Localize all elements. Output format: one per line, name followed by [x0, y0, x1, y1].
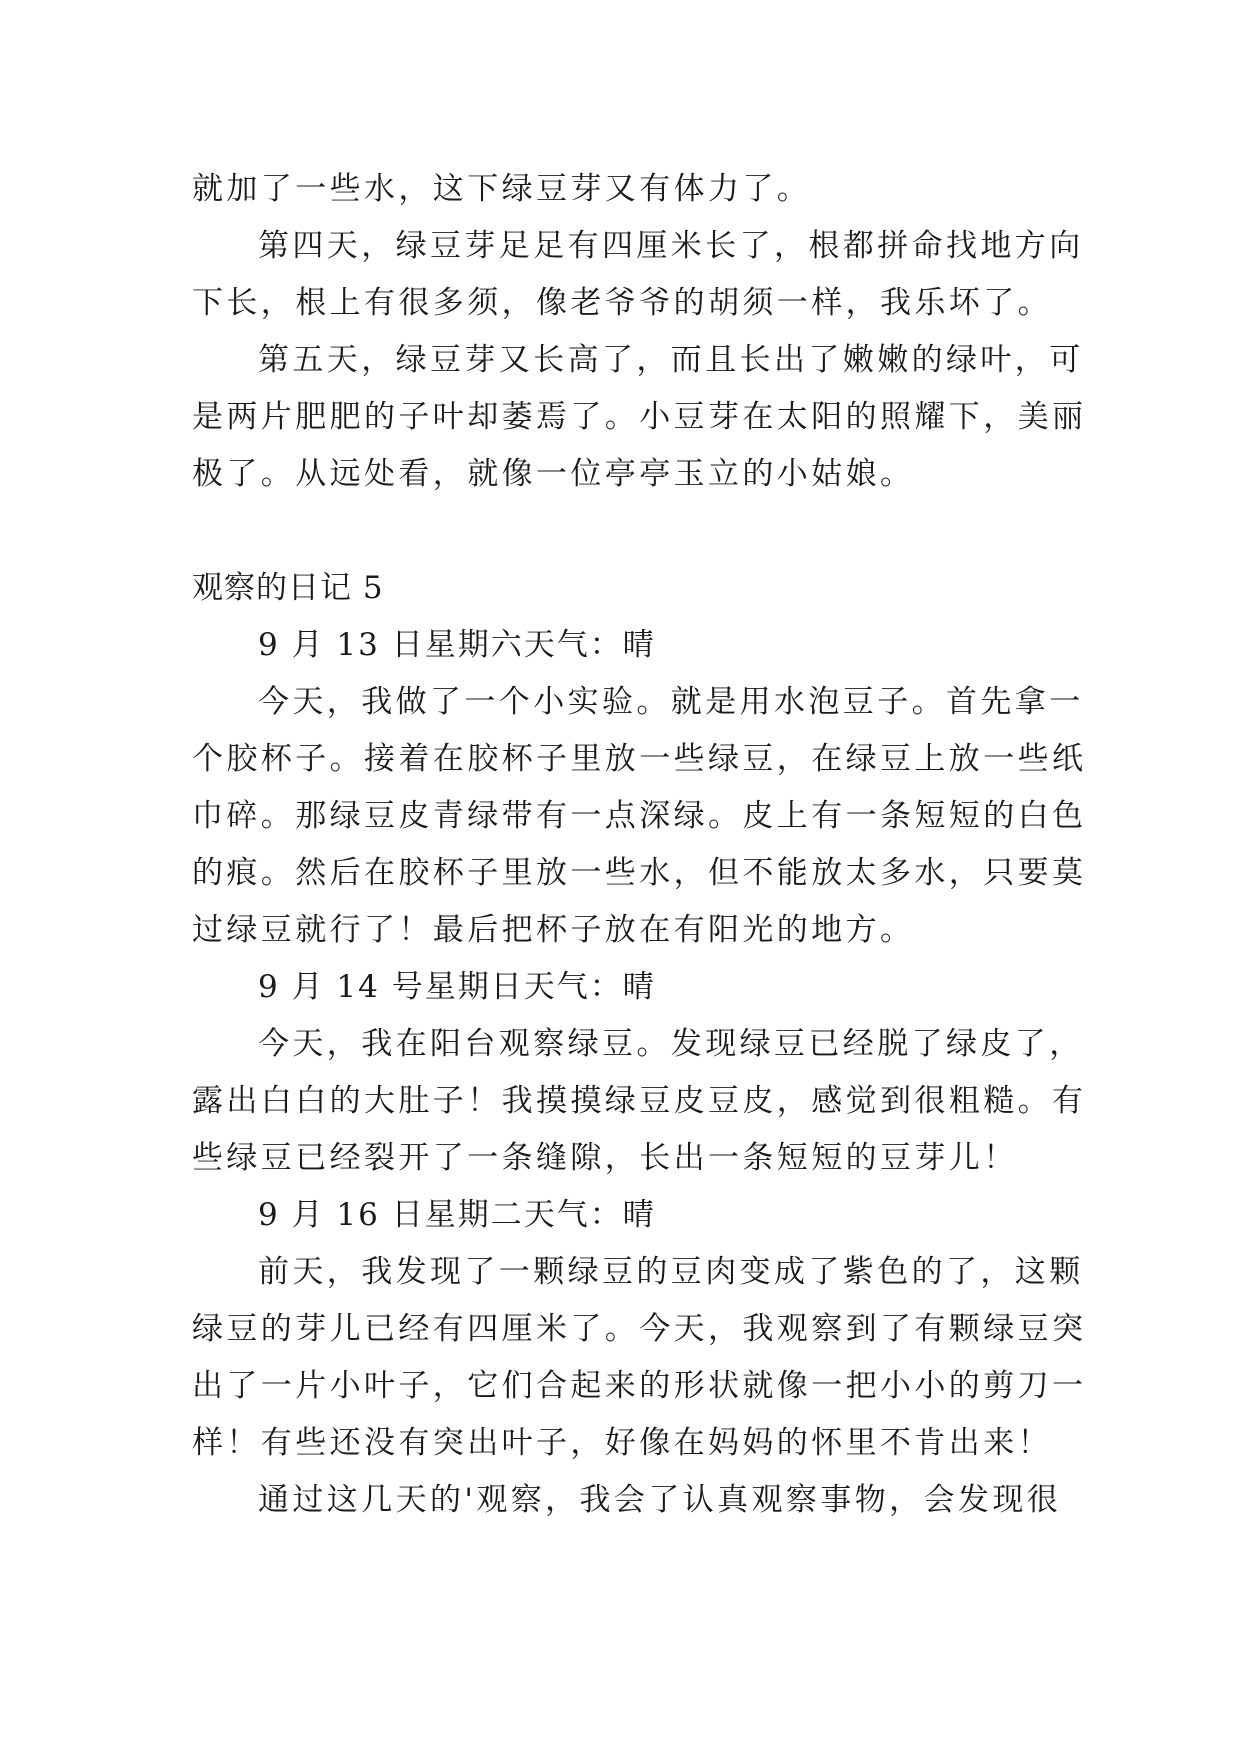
text-line: 是两片肥肥的子叶却萎焉了。小豆芽在太阳的照耀下，美丽 — [192, 399, 1087, 435]
text-line: 绿豆的芽儿已经有四厘米了。今天，我观察到了有颗绿豆突 — [192, 1311, 1087, 1347]
text-line: 极了。从远处看，就像一位亭亭玉立的小姑娘。 — [192, 456, 915, 492]
diary-date: 9 月 14 号星期日天气：晴 — [258, 969, 656, 1005]
paragraph-first-line: 通过这几天的'观察，我会了认真观察事物，会发现很 — [258, 1482, 1062, 1518]
text-line: 出了一片小叶子，它们合起来的形状就像一把小小的剪刀一 — [192, 1368, 1087, 1404]
paragraph-first-line: 前天，我发现了一颗绿豆的豆肉变成了紫色的了，这颗 — [258, 1254, 1084, 1290]
text-line: 巾碎。那绿豆皮青绿带有一点深绿。皮上有一条短短的白色 — [192, 798, 1087, 834]
text-line: 露出白白的大肚子！我摸摸绿豆皮豆皮，感觉到很粗糙。有 — [192, 1083, 1087, 1119]
paragraph-first-line: 第五天，绿豆芽又长高了，而且长出了嫩嫩的绿叶，可 — [258, 342, 1084, 378]
text-line: 下长，根上有很多须，像老爷爷的胡须一样，我乐坏了。 — [192, 285, 1052, 321]
paragraph-first-line: 第四天，绿豆芽足足有四厘米长了，根都拼命找地方向 — [258, 228, 1084, 264]
text-line: 就加了一些水，这下绿豆芽又有体力了。 — [192, 171, 812, 207]
text-line: 个胶杯子。接着在胶杯子里放一些绿豆，在绿豆上放一些纸 — [192, 741, 1087, 777]
text-line: 样！有些还没有突出叶子，好像在妈妈的怀里不肯出来！ — [192, 1425, 1052, 1461]
diary-date: 9 月 13 日星期六天气：晴 — [258, 627, 656, 663]
section-heading: 观察的日记 5 — [192, 570, 384, 606]
text-line: 的痕。然后在胶杯子里放一些水，但不能放太多水，只要莫 — [192, 855, 1087, 891]
diary-date: 9 月 16 日星期二天气：晴 — [258, 1197, 656, 1233]
text-line: 些绿豆已经裂开了一条缝隙，长出一条短短的豆芽儿！ — [192, 1140, 1018, 1176]
paragraph-first-line: 今天，我在阳台观察绿豆。发现绿豆已经脱了绿皮了， — [258, 1026, 1084, 1062]
paragraph-first-line: 今天，我做了一个小实验。就是用水泡豆子。首先拿一 — [258, 684, 1084, 720]
text-line: 过绿豆就行了！最后把杯子放在有阳光的地方。 — [192, 912, 915, 948]
